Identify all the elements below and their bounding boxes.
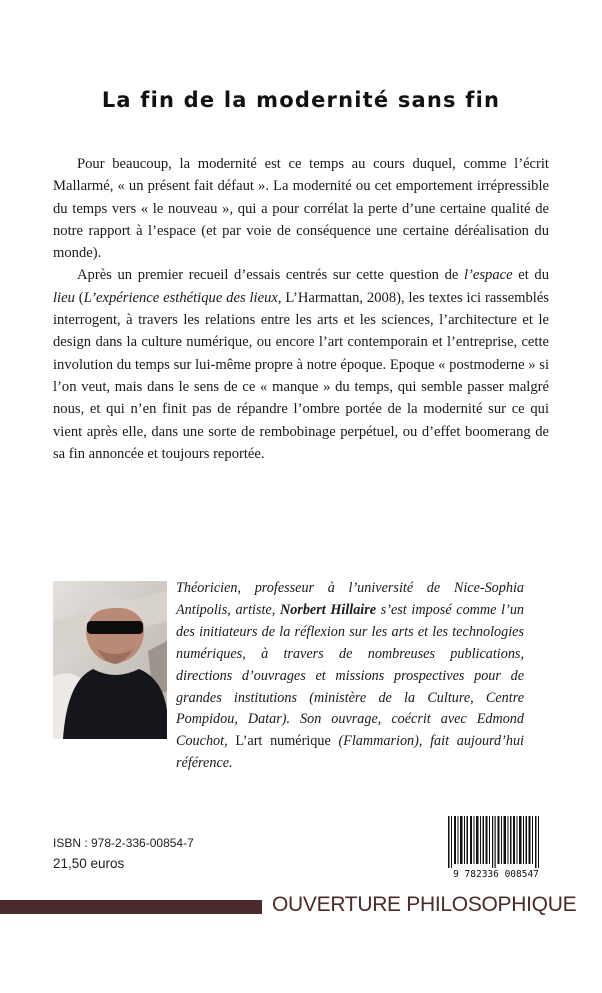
author-photo: [53, 581, 167, 739]
isbn: ISBN : 978-2-336-00854-7: [53, 836, 194, 850]
barcode: [442, 814, 550, 880]
blurb-p2-text-d: , L’Harmattan, 2008), les textes ici rassemblés interrogent, à travers les relations entre les arts et les sciences, l’architecture et le design dans la culture numérique, ou encore l’art contemporain et l’entreprise, cette involution du temps sur lui-même propre à notre époque. Epoque « postmoderne » si l’on veut, mais dans le sens de ce « manque » du temps, qui semble passer malgré nous, et qui n’en finit pas de répandre l’ombre portée de la modernité sur ce qui vient après elle, dans une sorte de rembobinage perpétuel, ou d’effet boomerang de sa fin annoncée et toujours reportée.: [53, 289, 549, 462]
book-title: La fin de la modernité sans fin: [101, 88, 501, 113]
author-name: Norbert Hillaire: [279, 601, 377, 618]
blurb-lieu: lieu: [53, 289, 75, 306]
blurb-paragraph-2: [53, 264, 549, 465]
bio-text-b: s’est imposé comme l’un des initiateurs de la réflexion sur les arts et les technologies numériques, à travers de nombreuses publications, directions d’ouvrages et missions prospectives pour de grandes institutions (ministère de la Culture, Centre Pompidou, Datar). Son ouvrage, coécrit avec Edmond Couchot,: [176, 601, 525, 750]
price: 21,50 euros: [53, 856, 125, 871]
barcode-digits: 9 782336 008547: [453, 869, 539, 880]
bio-text-c: (Flammarion), fait aujourd’hui référence.: [176, 733, 524, 772]
blurb-previous-book-title: L’expérience esthétique des lieux: [83, 289, 278, 306]
blurb-espace: l’espace: [463, 267, 513, 284]
barcode-graphic: [442, 814, 550, 880]
back-cover-blurb: [53, 153, 549, 465]
series-name: OUVERTURE PHILOSOPHIQUE: [272, 893, 577, 916]
author-bio: [176, 578, 524, 775]
blurb-p2-text-a: Après un premier recueil d’essais centrés sur cette question de: [77, 267, 464, 284]
series-accent-bar: [0, 900, 262, 914]
blurb-p2-text-b: et du: [512, 267, 549, 284]
bio-work-title: L’art numérique: [235, 733, 331, 750]
blurb-paragraph-1: Pour beaucoup, la modernité est ce temps au cours duquel, comme l’écrit Mallarmé, « un présent fait défaut ». La modernité ou cet emportement irrépressible du temps vers « le nouveau », qui a pour corrélat la perte d’une certaine qualité de notre rapport à l’espace (et par voie de conséquence une certaine déréalisation du monde).: [53, 156, 549, 262]
blurb-p2-text-c: (: [74, 289, 84, 306]
bio-text-a: Théoricien, professeur à l’université de Nice-Sophia Antipolis, artiste,: [176, 580, 524, 618]
